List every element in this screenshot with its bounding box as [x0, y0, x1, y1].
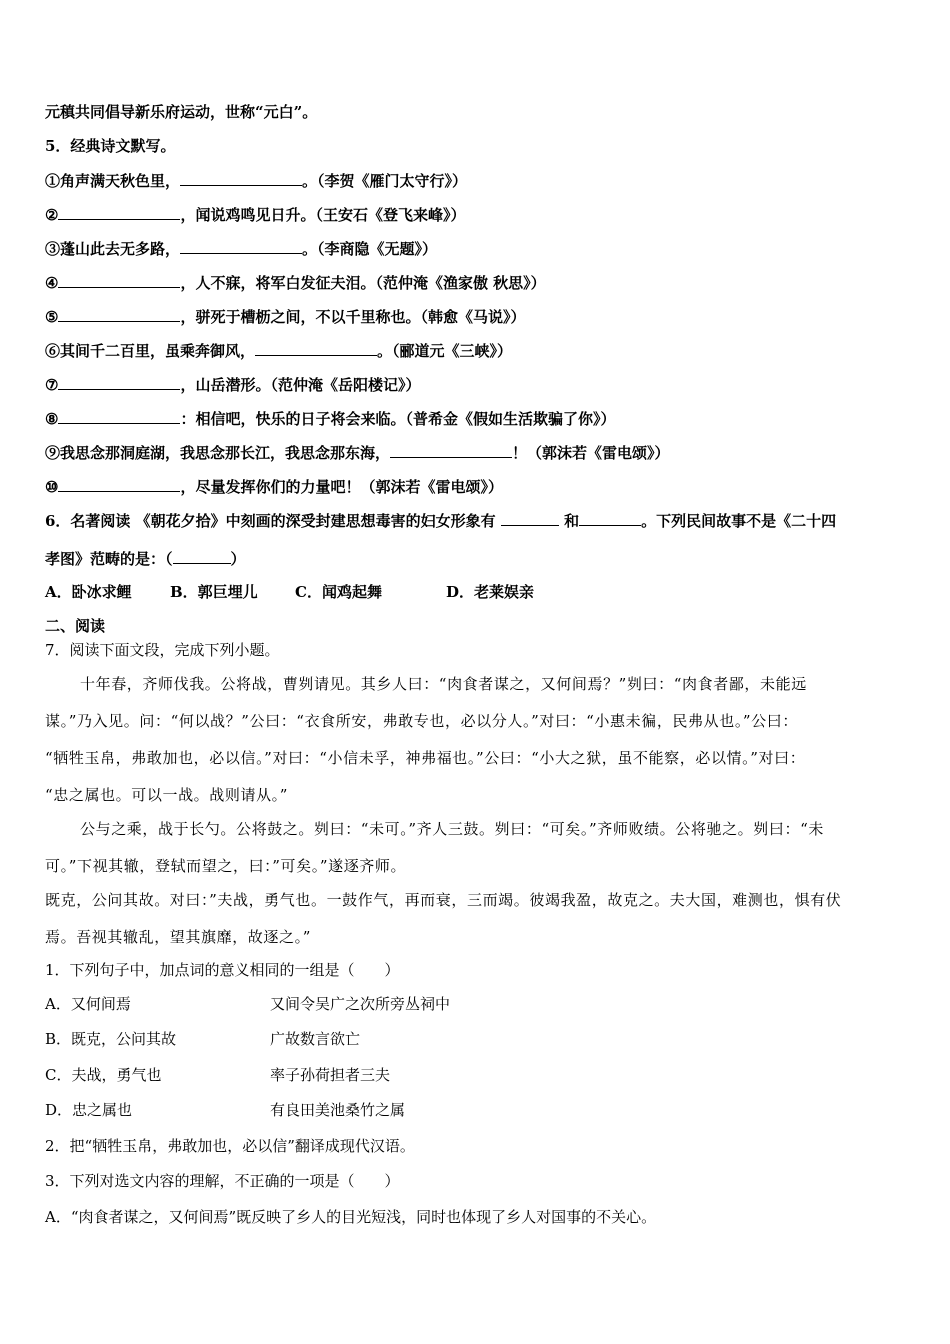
answer-blank[interactable]	[58, 476, 180, 492]
answer-blank[interactable]	[58, 306, 180, 322]
passage-line: 谋。”乃入见。问：“何以战？”公曰：“衣食所安，弗敢专也，必以分人。”对曰：“小惠未徧，民弗从也。”公曰：	[45, 712, 798, 730]
q7-sub1-stem: 1．下列句子中，加点词的意义相同的一组是（ ）	[45, 961, 400, 979]
answer-blank[interactable]	[501, 510, 559, 526]
q7-sub2: 2．把“牺牲玉帛，弗敢加也，必以信”翻译成现代汉语。	[45, 1137, 415, 1155]
q6-option-b[interactable]: B．郭巨埋儿	[170, 583, 258, 601]
q6-option-c[interactable]: C．闻鸡起舞	[295, 583, 382, 601]
q5-item-3: ③蓬山此去无多路， 。（李商隐《无题》）	[45, 240, 438, 258]
q5-item-2: ② ，闻说鸡鸣见日升。（王安石《登飞来峰》）	[45, 206, 466, 224]
q5-item-8: ⑧ ：相信吧，快乐的日子将会来临。（普希金《假如生活欺骗了你》）	[45, 410, 616, 428]
q5-item-7: ⑦ ，山岳潜形。（范仲淹《岳阳楼记》）	[45, 376, 421, 394]
passage-line: 公与之乘，战于长勺。公将鼓之。刿曰：“未可。”齐人三鼓。刿曰：“可矣。”齐师败绩。公将驰之。刿曰：“未	[80, 820, 824, 838]
answer-blank[interactable]	[579, 510, 641, 526]
passage-line: 可。”下视其辙，登轼而望之，曰：”可矣。”遂逐齐师。	[45, 857, 407, 875]
q6-option-d[interactable]: D．老莱娱亲	[446, 583, 535, 601]
q6-line-1: 6．名著阅读 《朝花夕拾》中刻画的深受封建思想毒害的妇女形象有 和 。下列民间故事不是《二十四	[45, 512, 837, 530]
q7-sub1-option-a[interactable]: A．又何间焉 又间令吴广之次所旁丛祠中	[45, 995, 451, 1013]
answer-blank[interactable]	[58, 374, 180, 390]
q6-line-2: 孝图》范畴的是：（ ）	[45, 550, 246, 568]
answer-blank[interactable]	[58, 408, 180, 424]
q7-title: 7．阅读下面文段，完成下列小题。	[45, 641, 280, 659]
q7-sub3-option-a[interactable]: A．“肉食者谋之，又何间焉”既反映了乡人的目光短浅，同时也体现了乡人对国事的不关心。	[45, 1208, 657, 1226]
passage-line: 十年春，齐师伐我。公将战，曹刿请见。其乡人曰：“肉食者谋之，又何间焉？”刿曰：“肉食者鄙，未能远	[80, 675, 807, 693]
q6-option-a[interactable]: A．卧冰求鲤	[45, 583, 132, 601]
q7-sub1-option-b[interactable]: B．既克，公问其故 广故数言欲亡	[45, 1030, 361, 1048]
answer-blank[interactable]	[180, 170, 302, 186]
section-heading: 二、阅读	[45, 617, 106, 635]
q7-sub1-option-d[interactable]: D．忠之属也 有良田美池桑竹之属	[45, 1101, 406, 1119]
passage-line: “牺牲玉帛，弗敢加也，必以信。”对曰：“小信未孚，神弗福也。”公曰：“小大之狱，虽不能察，必以情。”对曰：	[45, 749, 806, 767]
q5-item-6: ⑥其间千二百里，虽乘奔御风， 。（郦道元《三峡》）	[45, 342, 513, 360]
passage-line: 焉。吾视其辙乱，望其旗靡，故逐之。”	[45, 928, 311, 946]
q5-item-5: ⑤ ，骈死于槽枥之间，不以千里称也。（韩愈《马说》）	[45, 308, 526, 326]
answer-blank[interactable]	[58, 272, 180, 288]
q5-title: 5．经典诗文默写。	[45, 137, 176, 155]
q7-sub3-stem: 3．下列对选文内容的理解，不正确的一项是（ ）	[45, 1172, 400, 1190]
answer-blank[interactable]	[180, 238, 302, 254]
passage-line: 既克，公问其故。对曰：”夫战，勇气也。一鼓作气，再而衰，三而竭。彼竭我盈，故克之。夫大国，难测也，惧有伏	[45, 891, 842, 909]
answer-blank[interactable]	[173, 548, 231, 564]
passage-line: “忠之属也。可以一战。战则请从。”	[45, 786, 289, 804]
q5-item-10: ⑩ ，尽量发挥你们的力量吧！（郭沫若《雷电颂》）	[45, 478, 503, 496]
q5-item-9: ⑨我思念那洞庭湖，我思念那长江，我思念那东海， ！（郭沫若《雷电颂》）	[45, 444, 670, 462]
q7-sub1-option-c[interactable]: C．夫战，勇气也 率子孙荷担者三夫	[45, 1066, 391, 1084]
q6-options	[45, 582, 534, 602]
q5-item-4: ④ ，人不寐，将军白发征夫泪。（范仲淹《渔家傲 秋思》）	[45, 274, 546, 292]
top-line: 元稹共同倡导新乐府运动，世称“元白”。	[45, 103, 318, 121]
q5-item-1: ①角声满天秋色里， 。（李贺《雁门太守行》）	[45, 172, 468, 190]
answer-blank[interactable]	[255, 340, 377, 356]
answer-blank[interactable]	[390, 442, 512, 458]
answer-blank[interactable]	[58, 204, 180, 220]
